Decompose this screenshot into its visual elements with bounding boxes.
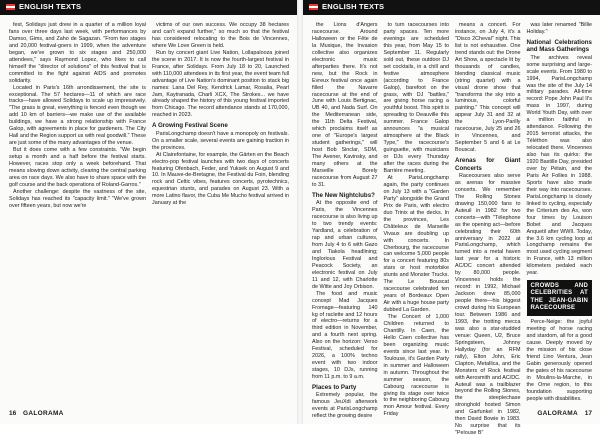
paragraph: was later renamed "Billie Holiday." — [526, 22, 592, 35]
paragraph: The food and music concept Mad Jacques Fromage—featuring 140 kg of raclette and 12 hours of electro—returns for a third edition in November, and a fourth next spring. Also on the horizon: Verso Festival, scheduled for 2026, a 100% techno event with two indoor stages, 10 DJs, running from 11 p.m. to 9 a.m. — [312, 290, 378, 381]
paragraph: means a concert. For instance, on July 4, it's a "Disco 2Cheval" night. This list is not exhaustive. One trend stands out: the Drone Art Show, a spectacle lit by thousands of candles, blending classical music (string quartet) with a visual drone show that "transforms the sky into a luminous, colorful painting." This concept will appear July 31 and 32 at the Lyon-Parilly racecourse, July 25 and 26 in Vincennes, and September 5 and 6 at Le Bouscat. — [455, 22, 521, 154]
page-number-left: 16 — [9, 410, 17, 417]
subheading-growing-festival-scene: A Growing Festival Scene — [152, 122, 228, 130]
right-page — [303, 0, 600, 437]
page-number-right: 17 — [584, 410, 592, 417]
subheading-places-to-party: Places to Party — [312, 384, 357, 392]
left-column-1 — [9, 22, 146, 406]
subheading-new-nightclubs: The New Nightclubs? — [312, 191, 375, 199]
footer-right — [312, 410, 592, 418]
paragraph: fest, Solidays just drew in a quarter of a million loyal fans over three days last week, with performances by Damso, Gims, and Zaho de Sagazan. "From two stages and 20,000 festival-goers in 1999, when the adventure began, we've grown to six stages and 250,000 attendees," says Raymond Lopez, who likes to call himself the "director of solutions" of this festival that is committed to the fight against AIDS and promotes solidarity. — [9, 22, 146, 84]
paragraph: At ParisLongchamp again, the party continues on July 13 with a "Garden Party" alongside the Grand Prix de Paris, with electro duo Trinix at the decks. In the provinces, Les Châteleux de Marseille Vivaux are doubling up with concerts. In Cherbourg, the racecourse can welcome 5,000 people for a concert featuring 80s stars or host motorbike stunts and Monster Trucks. The Le Bouscat racecourse celebrated ten years of Bordeaux Open Air with a huge house party dubbed La Garden. — [383, 174, 449, 314]
paragraph: The Concert of 1,000 Children returned to Chantilly. In Caen, the Hello Caen collective has been organizing music events since last year. In Toulouse, it's Garden Party in summer and Halloween in autumn. Throughout the summer season, the Cabourg racecourse is giving its stage over twice to the neighboring Cabourg mon Amour festival. Every Friday — [383, 314, 449, 418]
paragraph: But it does come with a few constraints. "We begin setup a month and a half before the festival starts. However, races stop only a week beforehand. That means slowing down activity, clearing the central parking area on race days. We also have to share space with the golf course and the back operations of Roland-Garros." — [9, 147, 146, 188]
section-header-right — [303, 0, 600, 15]
section-header-left — [0, 0, 297, 15]
subheading-arenas-for-giant-concerts: Arenas for Giant Concerts — [455, 157, 521, 172]
section-title-left: ENGLISH TEXTS — [19, 2, 82, 11]
footer-brand-left: GALORAMA — [23, 410, 64, 417]
footer-left — [9, 410, 289, 418]
paragraph: Run by concert giant Live Nation, Lollapalooza joined the scene in 2017. It is now the fourth-largest festival in France, after Solidays. From July 18 to 20, Launched with 110,000 attendees in its first year, the event team full advantage of Live Nation's dominant position to stack big names: Lana Del Rey, Kendrick Lamar, Rosalia, Pearl Jam, Kaytranada, Charli XCX, The Strokes... we have already shaped the history of this young festival imported from Chicago. The record attendance stands at 170,000, reached in 2023. — [152, 49, 289, 119]
section-title-right: ENGLISH TEXTS — [322, 2, 385, 11]
left-page-columns — [9, 22, 289, 406]
uk-flag-icon — [309, 4, 318, 10]
subheading-national-celebrations: National Celebrations and Mass Gatherings — [526, 38, 592, 54]
paragraph: Racecourses also serve as arenas for massive concerts. We remember The Rolling Stones drawing 150,000 fans to Auteuil in 1982 for two concerts—with "Télephone as the opening act—before celebrating their 60th anniversary in 2022 at ParisLongchamp, which turned into a metal haven last year for a historic AC/DC concert attended by 80,000 people. Vincennes holds the record: in 1992, Michael Jackson drew 85,000 people there—his biggest crowd during his European tour. Between 1986 and 1993, the trotting mecca was also a star-studded venue: Queen, U2, Bruce Springsteen, Johnny Hallyday (for an RFM rally), Elton John, Eric Clapton, Metallica, and the Monsters of Rock festival with Aerosmith and AC/DC. Auteuil was a trailblazer beyond the Rolling Stones, the steeplechase stronghold hosted Simon and Garfunkel in 1982, then David Bowie in 1983. No surprise that its "Pelouse B" — [455, 172, 521, 437]
paragraph: Another challenge: despite the vastness of the site, Solidays has reached its "capacity limit." "We've grown over fifteen years, but now we're — [9, 188, 146, 209]
paragraph: to turn racecourses into party spaces. Ten more evenings are scheduled this year, from May 15 to September 11. Regularly sold out, these outdoor DJ set cocktails, in a chill and festive atmosphere (according to France Galop), barefoot on the grass, with DJ "battles," are giving horse racing a youthful boost. This spirit is spreading to Deauville this summer. France Galop announces "a musical atmosphere at the Black Type," the racecourse's guinguette, with musicians or DJs every Thursday after the races during the Barrière meeting. — [383, 22, 449, 175]
paragraph: ParisLongchamp doesn't have a monopoly on festivals. On a smaller scale, several events are gaining traction in the provinces. — [152, 130, 289, 151]
paragraph: At Clairefontaine, for example, the Gärten en the Beach electro-pop festival launches with two days of concerts featuring Ofenbach, Feder, and Yuksek on August 9 and 10. In Mauve-de-Bretagne, the Festival du Foin, blending rock and Celtic vibes, features concerts, pyrotechnics, equestrian stunts, and parades on August 23. With a more Latino flavor, the Cuba Me Mucho festival arrived in January at the — [152, 151, 289, 207]
left-column-2 — [152, 22, 289, 406]
left-page — [0, 0, 297, 424]
paragraph: the Lions d'Angers racecourse. Around Halloween or the Fête de la Musique, the Invasion collective also organizes electronic music afterparties there. It's not new, but the Rock in Evreux festival once again filled the Navarre racecourse at the end of June with Louis Bertignac, UB 40, and Nada Surf. On the Mediterranean side, the 11th Delta Festival, which proclaims itself as one of "Europe's largest student gatherings," will host Bob Sinclar, SDM, The Avener, Kavinsky, and many others at the Marseille Borely racecourse from August 27 to 31. — [312, 22, 378, 188]
right-column-1 — [312, 22, 378, 420]
crowds-celebrities-box: CROWDS AND CELEBRITIES AT THE JEAN-GABIN RACECOURSE — [527, 280, 593, 316]
paragraph: Located in Paris's 16th arrondissement, the site is exceptional. The 57 hectares—11 of which are race tracks—have allowed Solidays to scale up impressively. "The grass is great, everything is fenced even though we add 10 km of barriers—we make use of the available buildings, we have a strong relationship with France Galop, with agreements in place for gardeners. The City Hall and the Region support us with real goodwill." These are just some of the many advantages of the venue. — [9, 84, 146, 147]
footer-brand-right: GALORAMA — [537, 410, 578, 417]
paragraph: Perce-Neige: the joyful meeting of horse racing and stardom, all for a good cause. Deeply moved by the mission of his close friend Lino Ventura, Jean Gabin generously opened the gates of his racecourse in Moulins-la-Marche, in the Orne region, to this foundation supporting people with disabilities. — [526, 319, 592, 402]
right-column-4 — [527, 22, 593, 406]
paragraph: victims of our own success. We occupy 38 hectares and can't expand further," so much so that the festival has considered relocating to the Bois de Vincennes, where We Love Green is held. — [152, 22, 289, 49]
right-column-3 — [455, 22, 521, 437]
paragraph: At the opposite end of Paris, the Vincennes racecourse is also living up to two trendy events: Yardland, a celebration of rap and urban cultures, from July 4 to 6 with Gazo and Tiakola headlining; Inglorious Festival and Peacock Society, an electronic festival on July 11 and 12, with Charlotte de Witte and Joy Orbison. — [312, 200, 378, 290]
paragraph: Extremely popular, the famous JeuXdi afterwork events at ParisLongchamp reflect the growing desire — [312, 392, 378, 420]
paragraph: The archives reveal some surprising and large-scale events. From 1980 to 1994, ParisLongchamp was the site of the July 14 military parades. All-time record: Pope John Paul II's mass in 1997, during World Youth Day, with over a million faithful in attendance. Following the 2015 terrorist attacks, the Téléthon was also relocated there. Vincennes also has its quirks: the 1920 Bastille Day, presided over by Pétain, and the Paris Air Follies in 1988. Sports have also made their way into racecourses. ParisLongchamp is closely linked to cycling, especially the Criterium des As, won four times by Louison Bobet and Jacques Anquetil after WWII. Today, the 3.6 km cycling loop at Longchamp remains the most used cycling segment in France, with 13 million kilometers pedaled each year. — [526, 54, 592, 277]
right-column-2 — [383, 22, 450, 418]
uk-flag-icon — [6, 4, 15, 10]
